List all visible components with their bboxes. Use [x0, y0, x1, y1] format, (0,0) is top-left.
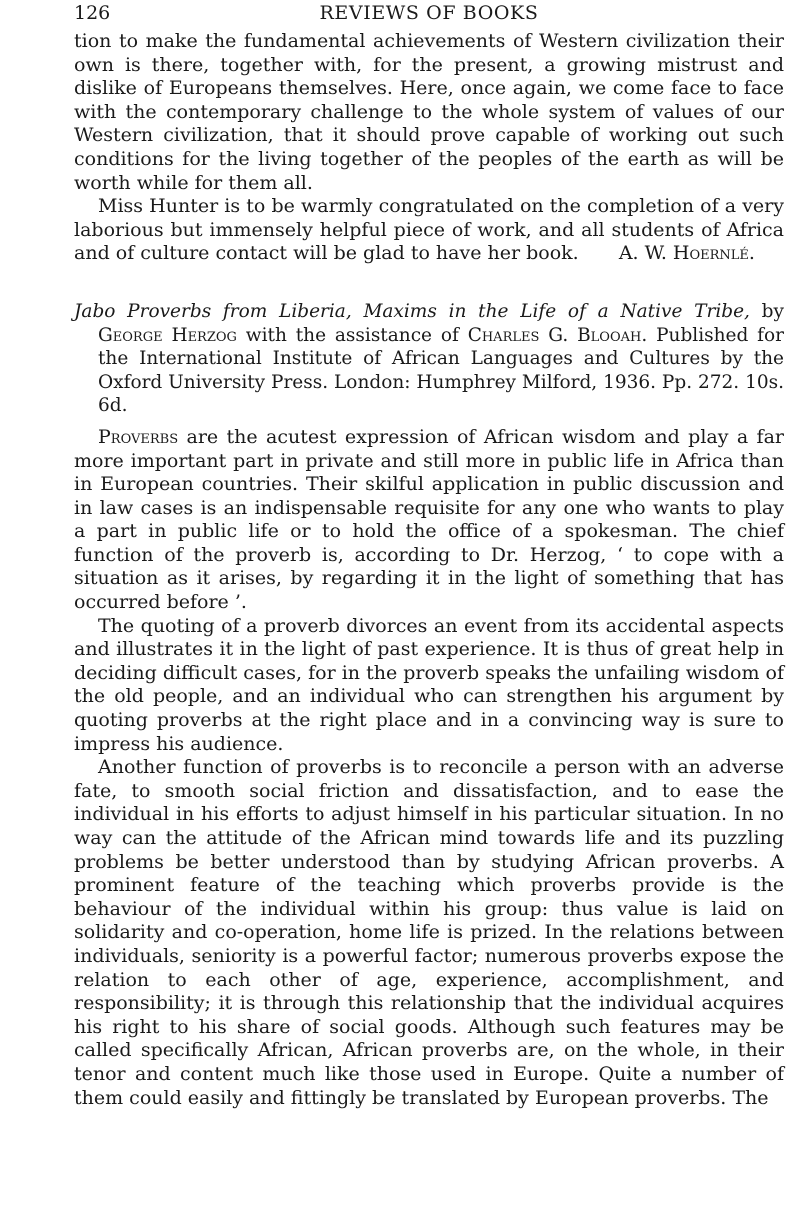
heading-with: with the assistance of — [236, 324, 468, 346]
review2-paragraph-2: The quoting of a proverb divorces an event from its accidental aspects and illustrates it in the light of past experience. It is thus of great help in deciding difficult cases, for in the proverb speaks the unfailing wisdom of the old people, and an individual who can strengthen his argument by quoting proverbs at the right place and in a convincing way is sure to impress his audience. — [74, 614, 784, 755]
page-number: 126 — [74, 2, 111, 24]
running-title: REVIEWS OF BOOKS — [319, 2, 539, 24]
book-assistant: Charles G. Blooah. — [467, 324, 648, 346]
review2-paragraph-1 — [74, 426, 784, 615]
reviewer-signature: A. W. Hoernlé. — [618, 242, 755, 265]
running-header — [74, 2, 784, 30]
heading-by: by — [749, 300, 784, 322]
review1-paragraph-2 — [74, 195, 784, 266]
review2-paragraph-3: Another function of proverbs is to reconcile a person with an adverse fate, to smooth social friction and dissatisfaction, and to ease the individual in his efforts to adjust himself in his particular situation. In no way can the attitude of the African mind towards life and its puzzling problems be better understood than by studying African proverbs. A prominent feature of the teaching which proverbs provide is the behaviour of the individual within his group: thus value is laid on solidarity and co-operation, home life is prized. In the relations between individuals, seniority is a powerful factor; numerous proverbs expose the relation to each other of age, experience, accomplishment, and responsibility; it is through this relationship that the individual acquires his right to his share of social goods. Although such features may be called specifically African, African proverbs are, on the whole, in their tenor and content much like those used in Europe. Quite a number of them could easily and fittingly be translated by European proverbs. The — [74, 756, 784, 1109]
review1-paragraph-1: tion to make the fundamental achievements of Western civilization their own is there, together with, for the present, a growing mistrust and dislike of Europeans themselves. Here, once again, we come face to face with the contemporary challenge to the whole system of values of our Western civilization, that it should prove capable of working out such conditions for the living together of the peoples of the earth as will be worth while for them all. — [74, 30, 784, 194]
publication-details: Published for the International Institute of African Languages and Cultures by the Oxford University Press. London: Humphrey Milford, 1936. Pp. 272. 10s. 6d. — [98, 324, 784, 417]
document-page — [74, 0, 784, 1110]
review2-paragraph-1-text: are the acutest expression of African wisdom and play a far more important part in private and still more in public life in Africa than in European countries. Their skilful application in public discussion and in law cases is an indispensable requisite for any one who wants to play a part in public life or to hold the office of a spokesman. The chief function of the proverb is, according to Dr. Herzog, ‘ to cope with a situation as it arises, by regarding it in the light of something that has occurred before ’. — [74, 425, 784, 614]
book-title: Jabo Proverbs from Liberia, Maxims in the Life of a Native Tribe, — [74, 300, 750, 322]
lead-word: Proverbs — [98, 425, 179, 448]
review1-closing-text: Miss Hunter is to be warmly congratulated on the completion of a very laborious but immensely helpful piece of work, and all students of Africa and of culture contact will be glad to have her book. — [74, 195, 784, 265]
review2-book-heading — [74, 300, 784, 418]
book-author: George Herzog — [98, 324, 237, 346]
